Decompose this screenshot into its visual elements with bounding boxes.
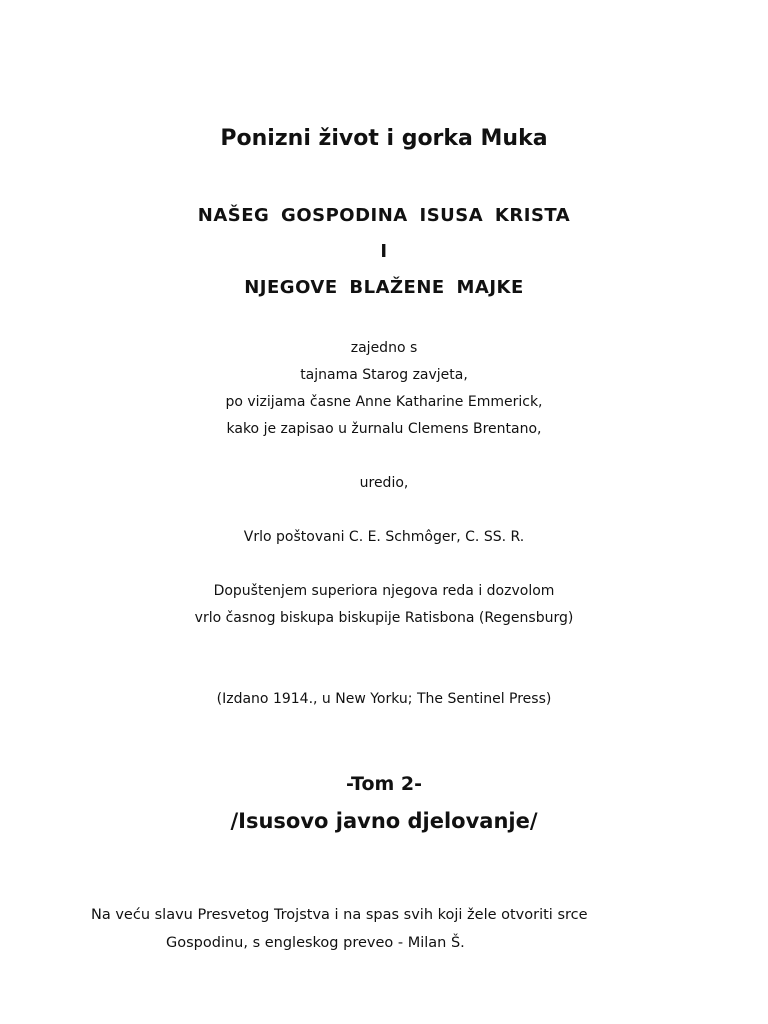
edited-by: uredio, (359, 475, 409, 491)
intro-line-4: kako je zapisao u žurnalu Clemens Brentano, (226, 421, 542, 437)
intro-line-1: zajedno s (350, 340, 418, 356)
heading-line-3: NJEGOVE BLAŽENE MAJKE (244, 277, 524, 298)
heading-line-2: I (380, 241, 388, 262)
editor-name: Vrlo poštovani C. E. Schmôger, C. SS. R. (243, 529, 525, 545)
intro-line-3: po vizijama časne Anne Katharine Emmerick, (225, 394, 543, 410)
publication-info: (Izdano 1914., u New Yorku; The Sentinel Press) (216, 691, 552, 707)
permission-line-1: Dopuštenjem superiora njegova reda i dozvolom (213, 583, 555, 599)
volume-title: /Isusovo javno djelovanje/ (230, 809, 538, 833)
dedication-line-1: Na veću slavu Presvetog Trojstva i na spas svih koji žele otvoriti srce (91, 907, 588, 923)
heading-line-1: NAŠEG GOSPODINA ISUSA KRISTA (197, 205, 571, 226)
permission-line-2: vrlo časnog biskupa biskupije Ratisbona (Regensburg) (194, 610, 574, 626)
dedication-line-2: Gospodinu, s engleskog preveo - Milan Š. (166, 935, 465, 951)
intro-line-2: tajnama Starog zavjeta, (300, 367, 468, 383)
volume-number: -Tom 2- (345, 773, 423, 795)
book-title: Ponizni život i gorka Muka (220, 126, 548, 151)
